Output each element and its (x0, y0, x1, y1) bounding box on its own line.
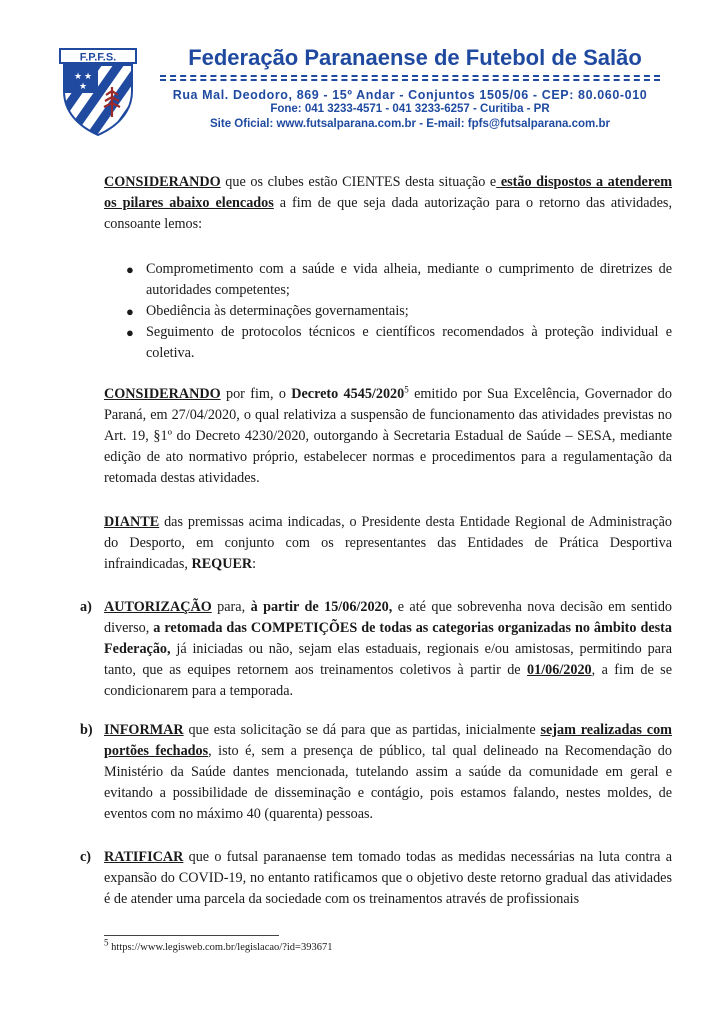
paragraph-considering-clubs (104, 172, 672, 235)
text: que esta solicitação se dá para que as partidas, inicialmente (183, 722, 541, 738)
logo-text: F.P.F.S. (79, 51, 117, 64)
text: que os clubes estão CIENTES desta situação e (220, 174, 497, 190)
list-item-text: Comprometimento com a saúde e vida alheia, mediante o cumprimento de diretrizes de autoridades competentes; (146, 261, 672, 298)
bullet-icon: ● (126, 325, 134, 340)
emphasis: estão dispostos a atenderem os pilares abaixo elencados (104, 174, 673, 211)
pillars-list (104, 259, 672, 364)
footnote-marker: 5 (404, 384, 409, 395)
bullet-icon: ● (126, 304, 134, 319)
item-letter: c) (80, 849, 92, 865)
keyword: INFORMAR (104, 722, 184, 738)
keyword: RATIFICAR (104, 849, 184, 865)
emphasis: a retomada das COMPETIÇÕES de todas as categorias organizadas no âmbito desta Federação, (104, 620, 672, 657)
footnote (104, 937, 333, 955)
svg-text:★: ★ (84, 71, 93, 81)
list-item-text: Obediência às determinações governamentais; (146, 303, 409, 319)
date-emphasis: 01/06/2020 (527, 662, 592, 678)
item-letter: b) (80, 722, 93, 738)
keyword: CONSIDERANDO (104, 386, 221, 402)
letterhead-phone: Fone: 041 3233-4571 - 041 3233-6257 - Curitiba - PR (270, 103, 550, 115)
footnote-number: 5 (104, 937, 109, 948)
fpfs-shield-logo (58, 47, 138, 137)
list-item (104, 301, 672, 322)
text: , a fim de se condicionarem para a temporada. (104, 662, 672, 699)
letterhead-title: Federação Paranaense de Futebol de Salão (188, 45, 642, 70)
list-item (104, 259, 672, 301)
svg-text:★: ★ (74, 71, 83, 81)
text: : (252, 556, 257, 572)
decree-reference: Decreto 4545/2020 (291, 386, 405, 402)
bullet-icon: ● (126, 262, 134, 277)
keyword: DIANTE (104, 514, 160, 530)
text: emitido por Sua Excelência, Governador do Paraná, em 27/04/2020, o qual relativiza a suspensão de funcionamento das atividades previstas no Art. 19, §1º do Decreto 4230/2020, outorgando à Secretaria Estadual de Saúde – SESA, mediante edição de ato normativo próprio, estabelecer normas e procedimentos para a regulamentação da retomada destas atividades. (104, 386, 672, 486)
letterhead-address: Rua Mal. Deodoro, 869 - 15º Andar - Conjuntos 1505/06 - CEP: 80.060-010 (172, 88, 648, 102)
emphasis: REQUER (191, 556, 253, 572)
footnote-divider (104, 935, 279, 936)
emphasis: sejam realizadas com portões fechados (104, 722, 672, 759)
text: que o futsal paranaense tem tomado todas as medidas necessárias na luta contra a expansão do COVID-19, no entanto ratificamos que o objetivo deste retorno gradual das atividades é de atender uma parcela da sociedade com os treinamentos através de profissionais (104, 849, 672, 907)
request-item-b (80, 720, 672, 825)
text: e até que sobrevenha nova decisão em sentido diverso, (104, 599, 673, 636)
paragraph-considering-decree (104, 384, 672, 489)
text: a fim de que seja dada autorização para o retorno das atividades, consoante lemos: (104, 195, 673, 232)
emphasis: à partir de 15/06/2020, (250, 599, 393, 615)
svg-text:★: ★ (79, 81, 88, 91)
text: para, (211, 599, 251, 615)
text: por fim, o (220, 386, 292, 402)
text: já iniciadas ou não, sejam elas estaduais, regionais e/ou amistosas, permitindo para tanto, que as equipes retornem aos treinamentos coletivos à partir de (104, 641, 672, 678)
footnote-link[interactable]: https://www.legisweb.com.br/legislacao/?id=393671 (108, 942, 333, 953)
keyword: AUTORIZAÇÃO (104, 599, 212, 615)
text: , isto é, sem a presença de público, tal qual delineado na Recomendação do Ministério da Saúde dantes mencionada, tutelando assim a saúde da comunidade em geral e evitando a possibilidade de disseminação e contágio, pois estamos falando, nestes moldes, de eventos com no máximo 40 (quarenta) pessoas. (104, 743, 672, 822)
letterhead-divider (160, 75, 660, 81)
paragraph-request (104, 512, 672, 575)
list-item (104, 322, 672, 364)
text: das premissas acima indicadas, o Presidente desta Entidade Regional de Administração do Desporto, em conjunto com os representantes das Entidades de Prática Desportiva infraindicadas, (104, 514, 672, 572)
request-item-a (80, 597, 672, 702)
request-item-c (80, 847, 672, 910)
keyword: CONSIDERANDO (104, 174, 221, 190)
list-item-text: Seguimento de protocolos técnicos e científicos recomendados à proteção individual e coletiva. (146, 324, 672, 361)
item-letter: a) (80, 599, 92, 615)
letterhead-site: Site Oficial: www.futsalparana.com.br - E-mail: fpfs@futsalparana.com.br (210, 118, 610, 130)
